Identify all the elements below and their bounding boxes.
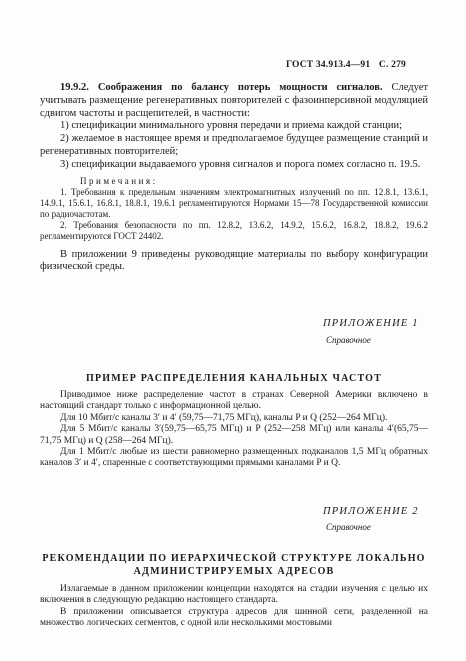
appendix-1-label: ПРИЛОЖЕНИЕ 1: [323, 318, 419, 329]
paragraph: Для 10 Мбит/с каналы 3′ и 4′ (59,75—71,75 МГц), каналы P и Q (252—264 МГц).: [60, 412, 388, 423]
note-item: 2. Требования безопасности по пп. 12.8.2, 13.6.2, 14.9.2, 15.6.2, 16.8.2, 18.8.2, 19.6.2 регламентируются ГОСТ 24402.: [40, 220, 428, 242]
page-number: С. 279: [378, 60, 406, 70]
note-item: 1. Требования к предельным значениям электромагнитных излучений по пп. 12.8.1, 13.6.1, 14.9.1, 15.6.1, 16.8.1, 18.8.1, 19.6.1 регламентируются Нормами 15—78 Государственной комиссии по радиочастотам.: [40, 186, 428, 219]
page-header: [286, 60, 436, 70]
section-3-title-line-1: РЕКОМЕНДАЦИИ ПО ИЕРАРХИЧЕСКОЙ СТРУКТУРЕ ЛОКАЛЬНО: [42, 553, 426, 564]
section-intro: [40, 82, 428, 120]
paragraph: Для 1 Мбит/с любые из шести равномерно размещенных подканалов 1,5 МГц обратных каналов 3′ и 4′, спаренные с соответствующими прямыми каналами P и Q.: [40, 447, 428, 469]
notes-title: Примечания:: [80, 175, 158, 186]
list-item: 1) спецификации минимального уровня передачи и приема каждой станции;: [60, 120, 403, 132]
section-3-body: [40, 584, 428, 630]
section-3-title-line-2: АДМИНИСТРИРУЕМЫХ АДРЕСОВ: [133, 566, 335, 577]
paragraph: Для 5 Мбит/с каналы 3′(59,75—65,75 МГц) и P (252—258 МГц) или каналы 4′(65,75—71,75 МГц) и Q (258—264 МГц).: [40, 424, 428, 446]
closing-paragraph: В приложении 9 приведены руководящие материалы по выбору конфигурации физической среды.: [40, 248, 428, 273]
section-2-title: ПРИМЕР РАСПРЕДЕЛЕНИЯ КАНАЛЬНЫХ ЧАСТОТ: [85, 373, 383, 384]
requirements-list: [40, 120, 428, 171]
appendix-1-type: Справочное: [326, 335, 371, 345]
appendix-2-label: ПРИЛОЖЕНИЕ 2: [323, 506, 419, 517]
section-2-body: [40, 390, 428, 470]
section-19-9-2: [40, 82, 428, 274]
paragraph: В приложении описывается структура адресов для шинной сети, разделенной на множество логических сегментов, с одной или несколькими мостовыми: [40, 606, 428, 629]
section-intro-text: Следует учитывать размещение регенеративных повторителей с фазоинперсивной модуляцией сдвигом частоты и расщепителей, в частности:: [40, 82, 429, 119]
list-item: 3) спецификации выдаваемого уровня сигналов и порога помех согласно п. 19.5.: [60, 158, 421, 170]
list-item: 2) желаемое в настоящее время и предполагаемое будущее размещение станций и регенеративных повторителей;: [40, 133, 428, 157]
paragraph: Приводимое ниже распределение частот в странах Северной Америки включено в настоящий стандарт только с информационной целью.: [40, 390, 428, 412]
gost-number: ГОСТ 34.913.4—91: [286, 60, 371, 70]
paragraph: Излагаемые в данном приложении концепции находятся на стадии изучения с целью их включения в следующую редакцию настоящего стандарта.: [40, 584, 428, 606]
section-heading: 19.9.2. Соображения по балансу потерь мощности сигналов.: [60, 82, 383, 93]
appendix-2-type: Справочное: [326, 522, 371, 532]
